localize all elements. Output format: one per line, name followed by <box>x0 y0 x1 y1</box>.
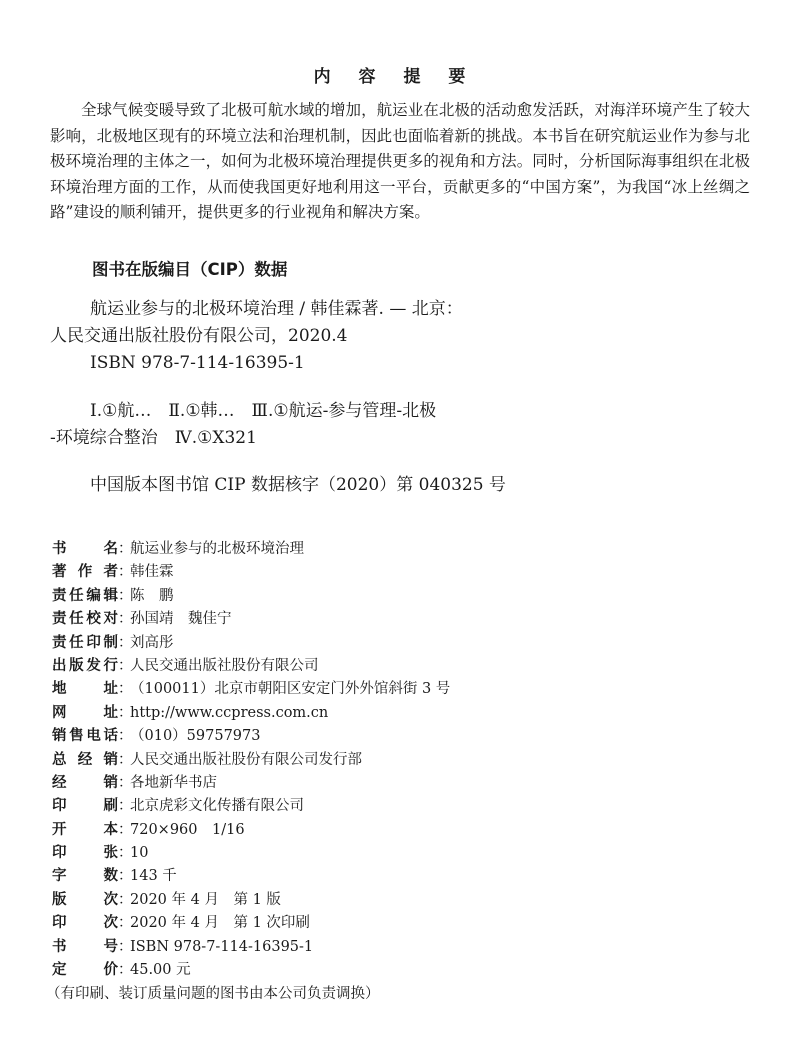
colophon-value: 韩佳霖 <box>130 564 174 581</box>
colophon-row <box>52 912 652 935</box>
colophon-label: 经销 <box>52 774 118 791</box>
colophon-row <box>52 561 652 584</box>
colophon-row <box>52 632 652 655</box>
colophon-label: 印刷 <box>52 798 118 815</box>
colophon-label: 销售电话 <box>52 728 118 745</box>
cip-classification <box>50 398 750 452</box>
colophon-table <box>46 538 652 1006</box>
colophon-row <box>52 608 652 631</box>
colophon-label: 责任校对 <box>52 611 118 628</box>
colophon-label: 印次 <box>52 915 118 932</box>
colophon-value: 航运业参与的北极环境治理 <box>130 541 304 557</box>
colophon-label: 版次 <box>52 891 118 908</box>
colophon-value: （100011）北京市朝阳区安定门外外馆斜街 3 号 <box>130 681 451 698</box>
colophon-label: 责任印制 <box>52 634 118 651</box>
colophon-value: 人民交通出版社股份有限公司发行部 <box>130 751 362 768</box>
colophon-separator: ： <box>118 774 133 791</box>
colophon-row <box>52 538 652 561</box>
colophon-separator: ： <box>118 962 133 979</box>
colophon-separator: ： <box>118 681 133 698</box>
colophon-value: ISBN 978-7-114-16395-1 <box>130 938 314 955</box>
colophon-label: 开本 <box>52 821 118 838</box>
colophon-value: 陈 鹏 <box>130 587 174 604</box>
colophon-separator: ： <box>118 798 133 815</box>
colophon-label: 印张 <box>52 845 118 862</box>
colophon-value: 刘高彤 <box>130 634 174 651</box>
colophon-separator: ： <box>118 728 133 745</box>
colophon-label: 地址 <box>52 681 118 698</box>
colophon-separator: ： <box>118 751 133 768</box>
colophon-value: 10 <box>130 845 149 862</box>
colophon-label: 网址 <box>52 704 118 721</box>
cip-class-line: -环境综合整治 Ⅳ.①X321 <box>50 428 257 448</box>
colophon-row <box>52 585 652 608</box>
colophon-value: 720×960 1/16 <box>130 821 245 838</box>
colophon-label: 书号 <box>52 938 118 955</box>
colophon-separator: ： <box>118 915 133 932</box>
cip-record-line: 中国版本图书馆 CIP 数据核字（2020）第 040325 号 <box>90 475 506 495</box>
cip-bib-line: 航运业参与的北极环境治理 / 韩佳霖著. — 北京： <box>90 299 463 319</box>
colophon-separator: ： <box>118 868 133 885</box>
colophon-value: 人民交通出版社股份有限公司 <box>130 657 319 674</box>
cip-class-line: Ⅰ.①航… Ⅱ.①韩… Ⅲ.①航运-参与管理-北极 <box>90 401 437 421</box>
colophon-separator: ： <box>118 587 133 604</box>
colophon-row <box>52 889 652 912</box>
cip-bibliographic-entry <box>50 296 750 377</box>
colophon-value: （010）59757973 <box>130 728 261 745</box>
cip-bib-line: 人民交通出版社股份有限公司，2020.4 <box>50 326 348 346</box>
colophon-value: 各地新华书店 <box>130 774 217 791</box>
colophon-value: 143 千 <box>130 868 177 885</box>
colophon-row <box>52 749 652 772</box>
colophon-note: （有印刷、装订质量问题的图书由本公司负责调换） <box>46 986 380 1003</box>
colophon-separator: ： <box>118 845 133 862</box>
colophon-value: http://www.ccpress.com.cn <box>130 704 329 721</box>
colophon-separator: ： <box>118 541 133 557</box>
colophon-separator: ： <box>118 821 133 838</box>
colophon-label: 书名 <box>52 541 118 557</box>
colophon-row <box>52 772 652 795</box>
colophon-separator: ： <box>118 564 133 581</box>
colophon-row <box>52 725 652 748</box>
colophon-label: 出版发行 <box>52 657 118 674</box>
colophon-row <box>52 819 652 842</box>
colophon-row <box>52 936 652 959</box>
colophon-label: 著作者 <box>52 564 118 581</box>
colophon-separator: ： <box>118 611 133 628</box>
colophon-separator: ： <box>118 657 133 674</box>
colophon-label: 总经销 <box>52 751 118 768</box>
colophon-row <box>52 678 652 701</box>
colophon-value: 2020 年 4 月 第 1 次印刷 <box>130 915 310 932</box>
colophon-label: 定价 <box>52 962 118 979</box>
colophon-value: 2020 年 4 月 第 1 版 <box>130 891 281 908</box>
colophon-label: 责任编辑 <box>52 587 118 604</box>
colophon-separator: ： <box>118 891 133 908</box>
colophon-row <box>52 959 652 982</box>
colophon-value: 45.00 元 <box>130 962 191 979</box>
summary-body: 全球气候变暖导致了北极可航水域的增加，航运业在北极的活动愈发活跃，对海洋环境产生了较大影响，北极地区现有的环境立法和治理机制，因此也面临着新的挑战。本书旨在研究航运业作为参与北极环境治理的主体之一，如何为北极环境治理提供更多的视角和方法。同时，分析国际海事组织在北极环境治理方面的工作，从而使我国更好地利用这一平台，贡献更多的“中国方案”，为我国“冰上丝绸之路”建设的顺利铺开，提供更多的行业视角和解决方案。 <box>50 101 750 221</box>
cip-bib-line: ISBN 978-7-114-16395-1 <box>90 353 305 373</box>
colophon-separator: ： <box>118 704 133 721</box>
colophon-value: 北京虎彩文化传播有限公司 <box>130 798 304 815</box>
cip-heading: 图书在版编目（CIP）数据 <box>92 260 288 279</box>
colophon-row <box>52 655 652 678</box>
summary-title: 内 容 提 要 <box>313 67 477 87</box>
colophon-row <box>52 795 652 818</box>
colophon-row <box>52 842 652 865</box>
colophon-row <box>52 702 652 725</box>
colophon-separator: ： <box>118 938 133 955</box>
colophon-value: 孙国靖 魏佳宁 <box>130 611 232 628</box>
cip-record-number <box>50 472 750 499</box>
colophon-row <box>52 865 652 888</box>
colophon-separator: ： <box>118 634 133 651</box>
colophon-label: 字数 <box>52 868 118 885</box>
